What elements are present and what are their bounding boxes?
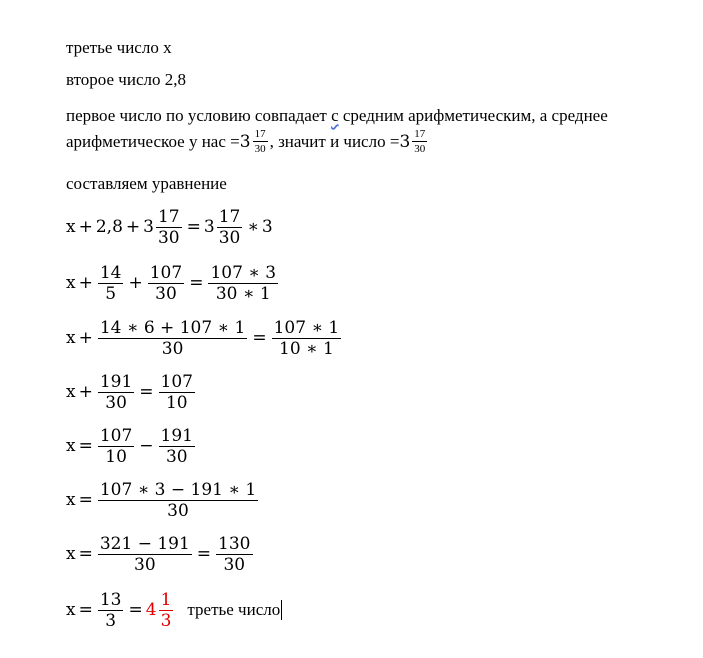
eq3-fraction-2 [272, 319, 342, 358]
mean-whole: 3 [239, 131, 251, 152]
eq5-fraction-1-num: 107 [99, 425, 133, 446]
eq8-x: x [66, 600, 76, 620]
equation-3 [66, 314, 343, 362]
eq7-fraction-2-den: 30 [223, 554, 246, 575]
eq4-fraction-1-num: 191 [99, 371, 133, 392]
first-line-before: первое число по условию совпадает [66, 106, 332, 125]
eq8-whole: 4 [145, 600, 157, 620]
eq1-a: 2,8 [95, 217, 123, 237]
eq4-fraction-2 [159, 373, 195, 412]
eq3-x: x [66, 328, 76, 348]
eq1-x: x [66, 217, 76, 237]
eq4-fraction-2-num: 107 [160, 371, 193, 392]
eq2-fraction-2 [148, 264, 184, 303]
eq3-fraction-1 [98, 319, 248, 358]
mean-fraction-den: 30 [254, 143, 266, 155]
eq6-fraction-den: 30 [167, 500, 189, 521]
equation-5 [66, 422, 197, 470]
eq8-fraction-2-num: 1 [160, 589, 172, 610]
eq1-fraction-2-num: 17 [218, 206, 241, 227]
line-third-number: третье число x [66, 38, 172, 57]
eq2-fraction-1 [98, 264, 124, 303]
eq2-fraction-1-den: 5 [105, 283, 117, 304]
eq8-equals-2: = [128, 600, 143, 620]
eq3-fraction-2-num: 107 ∗ 1 [273, 317, 340, 338]
eq6-fraction-num: 107 ∗ 3 − 191 ∗ 1 [99, 479, 257, 500]
eq2-fraction-3-den: 30 ∗ 1 [215, 283, 271, 304]
eq1-fraction-2-den: 30 [218, 227, 241, 248]
mean-fraction-2 [412, 128, 427, 155]
eq7-fraction-1-num: 321 − 191 [99, 533, 190, 554]
eq4-fraction-1-den: 30 [105, 392, 127, 413]
equation-6 [66, 476, 260, 524]
eq6-x: x [66, 490, 76, 510]
eq1-fraction-2 [217, 208, 243, 247]
eq1-whole: 3 [143, 217, 154, 237]
eq2-plus-2: + [128, 273, 143, 293]
eq1-fraction-den: 30 [157, 227, 180, 248]
mean-fraction-2-num: 17 [414, 128, 426, 140]
eq1-times: ∗ [247, 217, 259, 237]
eq7-equals-1: = [78, 544, 93, 564]
eq4-fraction-2-den: 10 [165, 392, 188, 413]
eq3-equals: = [252, 328, 267, 348]
line-compose-equation: составляем уравнение [66, 174, 227, 193]
eq7-x: x [66, 544, 76, 564]
eq4-fraction-1 [98, 373, 134, 412]
mean-middle: , значит и число = [269, 131, 400, 151]
mean-text: арифметическое у нас = [66, 131, 240, 151]
eq3-fraction-1-den: 30 [161, 338, 184, 359]
eq5-fraction-1 [98, 427, 134, 466]
mean-fraction [253, 128, 268, 155]
equation-8 [66, 586, 282, 634]
eq5-minus: − [139, 436, 154, 456]
eq2-fraction-3 [208, 264, 278, 303]
eq7-fraction-2 [216, 535, 252, 574]
eq8-fraction-2-den: 3 [160, 610, 172, 631]
eq1-k: 3 [261, 217, 273, 237]
eq2-equals: = [189, 273, 204, 293]
eq3-fraction-1-num: 14 ∗ 6 + 107 ∗ 1 [99, 317, 246, 338]
line-arithmetic-mean [66, 128, 429, 155]
eq6-equals: = [78, 490, 93, 510]
equation-1 [66, 203, 273, 251]
equation-4 [66, 368, 197, 416]
eq7-equals-2: = [196, 544, 212, 564]
eq7-fraction-1 [98, 535, 192, 574]
eq7-fraction-2-num: 130 [218, 533, 251, 554]
eq8-fraction-1-den: 3 [105, 610, 117, 631]
eq5-equals: = [78, 436, 93, 456]
eq2-x: x [66, 273, 76, 293]
eq8-fraction-2 [159, 591, 174, 630]
eq5-x: x [66, 436, 76, 456]
first-line-after: средним арифметическим, а среднее [338, 106, 608, 125]
eq2-fraction-2-den: 30 [155, 283, 177, 304]
eq5-fraction-2-num: 191 [160, 425, 193, 446]
eq3-plus: + [78, 328, 93, 348]
mean-fraction-2-den: 30 [414, 143, 426, 155]
eq4-equals: = [139, 382, 154, 402]
eq1-equals: = [186, 217, 201, 237]
eq3-fraction-2-den: 10 ∗ 1 [279, 338, 334, 359]
first-line-wavy-word: с [331, 106, 339, 125]
eq4-x: x [66, 382, 76, 402]
eq2-fraction-1-num: 14 [99, 262, 122, 283]
eq6-fraction [98, 481, 258, 520]
eq8-equals-1: = [78, 600, 93, 620]
eq1-fraction [156, 208, 182, 247]
eq5-fraction-2-den: 30 [165, 446, 188, 467]
eq8-fraction-1-num: 13 [99, 589, 122, 610]
mean-whole-2: 3 [399, 131, 411, 152]
eq5-fraction-2 [159, 427, 195, 466]
eq5-fraction-1-den: 10 [105, 446, 127, 467]
eq1-plus-1: + [78, 217, 93, 237]
text-cursor [281, 600, 282, 620]
eq8-fraction-1 [98, 591, 124, 630]
mean-fraction-num: 17 [254, 128, 266, 140]
eq7-fraction-1-den: 30 [134, 554, 156, 575]
eq2-fraction-2-num: 107 [149, 262, 183, 283]
eq8-label: третье число [187, 600, 281, 619]
eq2-fraction-3-num: 107 ∗ 3 [210, 262, 277, 283]
line-second-number: второе число 2,8 [66, 70, 186, 89]
eq2-plus-1: + [78, 273, 93, 293]
line-first-number [66, 106, 608, 126]
equation-7 [66, 530, 255, 578]
eq4-plus: + [78, 382, 93, 402]
eq1-fraction-num: 17 [157, 206, 180, 227]
eq1-whole-2: 3 [203, 217, 215, 237]
eq1-plus-2: + [125, 217, 141, 237]
equation-2 [66, 259, 280, 307]
